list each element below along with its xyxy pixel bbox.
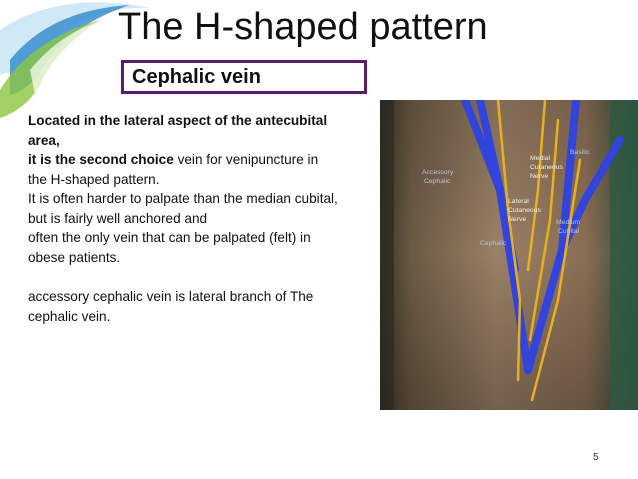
- arm-vein-diagram: [380, 100, 638, 410]
- body-line-3-bold: it is the second choice: [28, 152, 174, 167]
- body-line-4: the H-shaped pattern.: [28, 171, 160, 187]
- svg-text:Nerve: Nerve: [530, 173, 549, 180]
- body-line-10: cephalic vein.: [28, 308, 111, 324]
- label-median-cubital: Medium: [556, 219, 581, 226]
- label-cephalic: Cephalic: [480, 240, 507, 247]
- label-accessory-cephalic-2: Cephalic: [424, 178, 451, 185]
- label-medial-cutaneous-nerve: Medial: [530, 155, 551, 162]
- svg-text:Nerve: Nerve: [508, 216, 527, 223]
- svg-text:Cutaneous: Cutaneous: [530, 164, 563, 171]
- subtitle-box: [121, 60, 367, 94]
- body-line-2: area,: [28, 132, 60, 148]
- body-line-1: Located in the lateral aspect of the antecubital: [28, 113, 328, 128]
- body-line-3-rest: vein for venipuncture in: [173, 152, 319, 167]
- page-number: 5: [593, 452, 599, 463]
- body-line-8: obese patients.: [28, 249, 121, 265]
- body-line-6: but is fairly well anchored and: [28, 210, 208, 226]
- body-line-7: often the only vein that can be palpated (felt) in: [28, 230, 311, 245]
- label-lateral-cutaneous-nerve: Lateral: [508, 198, 529, 205]
- body-line-5: It is often harder to palpate than the median cubital,: [28, 191, 338, 206]
- label-accessory-cephalic: Accessory: [422, 169, 454, 176]
- slide-title: The H-shaped pattern: [118, 6, 488, 48]
- svg-text:Cubital: Cubital: [558, 228, 580, 235]
- body-line-9: accessory cephalic vein is lateral branch of The: [28, 289, 314, 304]
- arm-illustration: [380, 100, 638, 410]
- svg-text:Cutaneous: Cutaneous: [508, 207, 541, 214]
- subtitle: Cephalic vein: [132, 66, 261, 88]
- label-basilic: Basilic: [570, 149, 590, 156]
- body-text: [28, 111, 380, 326]
